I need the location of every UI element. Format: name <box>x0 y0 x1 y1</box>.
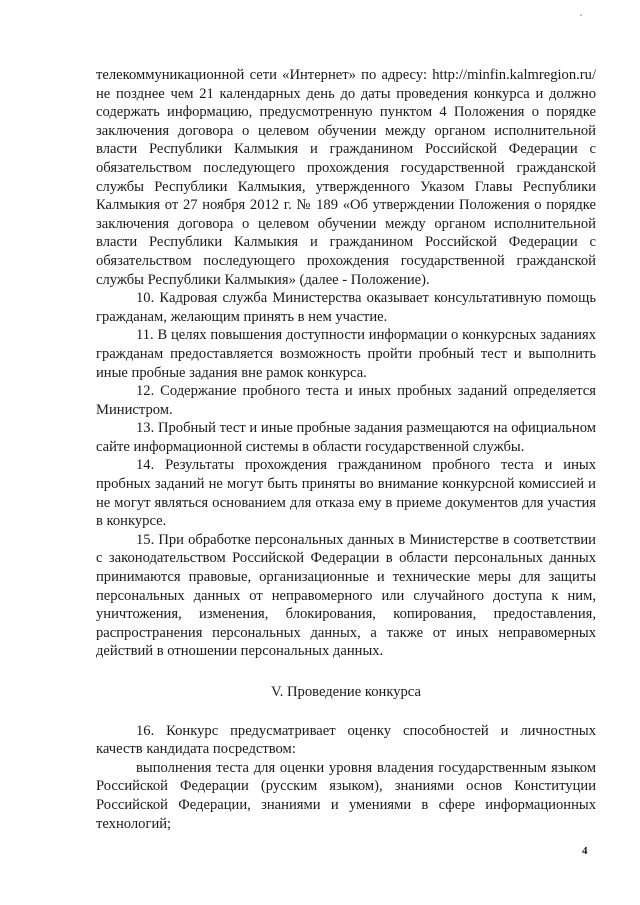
page-number: 4 <box>582 845 588 857</box>
paragraph-13: 13. Пробный тест и иные пробные задания размещаются на официальном сайте информационной системы в области государственной службы. <box>96 420 596 455</box>
paragraph-14: 14. Результаты прохождения гражданином пробного теста и иных пробных заданий не могут быть приняты во внимание конкурсной комиссией и не могут являться основанием для отказа ему в приеме документов для участия в конкурсе. <box>96 457 596 530</box>
paragraph-11: 11. В целях повышения доступности информации о конкурсных заданиях гражданам предоставляется возможность пройти пробный тест и выполнить иные пробные задания вне рамок конкурса. <box>96 327 596 381</box>
document-body <box>96 66 596 833</box>
section-heading: V. Проведение конкурса <box>271 684 421 700</box>
scan-speck <box>580 14 582 16</box>
paragraph-15: 15. При обработке персональных данных в Министерстве в соответствии с законодательством Российской Федерации в области персональных данных принимаются правовые, организационные и технические меры для защиты персональных данных от неправомерного или случайного доступа к ним, уничтожения, изменения, блокирования, копирования, предоставления, распространения персональных данных, а также от иных неправомерных действий в отношении персональных данных. <box>96 531 596 660</box>
paragraph-10: 10. Кадровая служба Министерства оказывает консультативную помощь гражданам, желающим принять в нем участие. <box>96 290 596 325</box>
paragraph-12: 12. Содержание пробного теста и иных пробных заданий определяется Министром. <box>96 383 596 418</box>
paragraph-16: 16. Конкурс предусматривает оценку способностей и личностных качеств кандидата посредством: <box>96 722 596 758</box>
paragraph-16-item: выполнения теста для оценки уровня владения государственным языком Российской Федерации (русским языком), знаниями основ Конституции Российской Федерации, знаниями и умениями в сфере информационных технологий; <box>96 759 596 832</box>
paragraph-continuation: телекоммуникационной сети «Интернет» по адресу: http://minfin.kalmregion.ru/ не позднее чем 21 календарных день до даты проведения конкурса и должно содержать информацию, предусмотренную пунктом 4 Положения о порядке заключения договора о целевом обучении между органом исполнительной власти Республики Калмыкия и гражданином Российской Федерации с обязательством последующего прохождения государственной гражданской службы Республики Калмыкия, утвержденного Указом Главы Республики Калмыкия от 27 ноября 2012 г. № 189 «Об утверждении Положения о порядке заключения договора о целевом обучении между органом исполнительной власти Республики Калмыкия и гражданином Российской Федерации с обязательством последующего прохождения государственной гражданской службы Республики Калмыкия» (далее - Положение). <box>96 67 596 288</box>
